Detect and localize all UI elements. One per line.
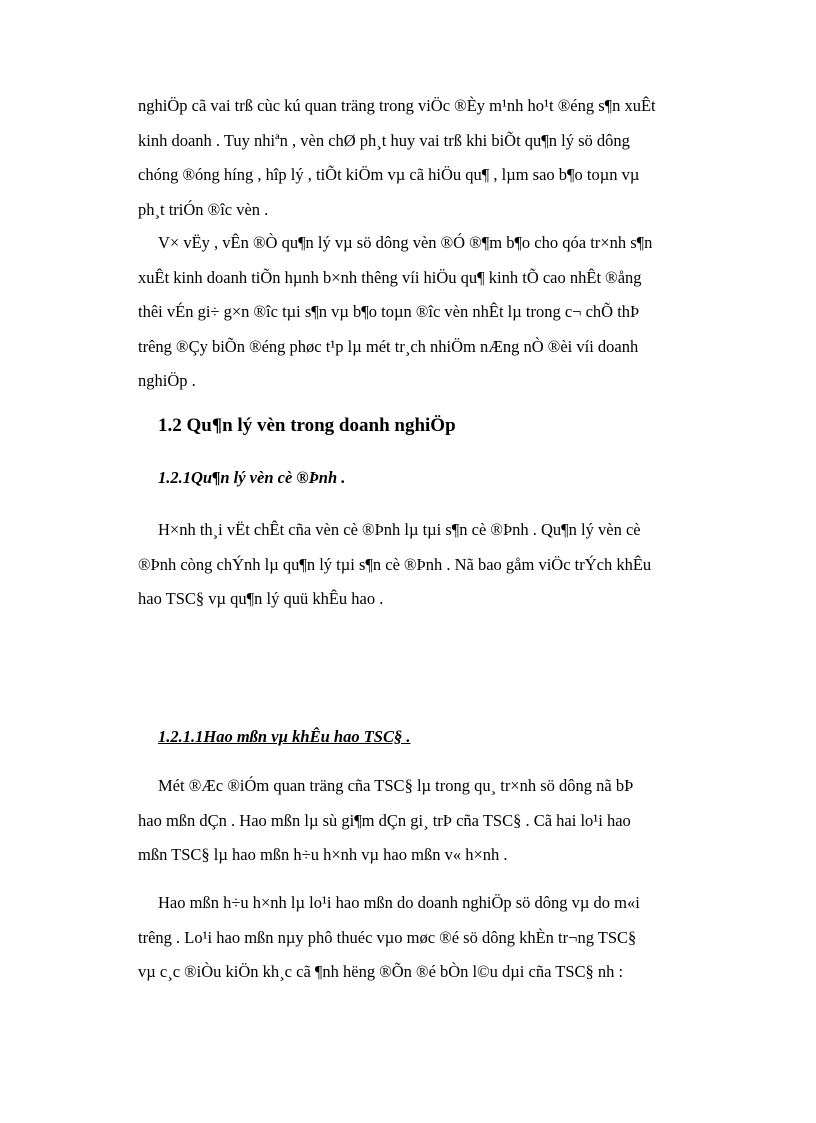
paragraph-1 [138,89,768,227]
text-line: hao TSC§ vµ qu¶n lý quü khÊu hao . [138,589,384,608]
subsection-heading-1-2-1: 1.2.1Qu¶n lý vèn cè ®Þnh . [158,468,346,487]
text-line: trêng . Lo¹i hao mßn nµy phô thuéc vµo møc ®é sö dông khÈn tr¬ng TSC§ [138,927,637,947]
text-line: V× vËy , vÊn ®Ò qu¶n lý vµ sö dông vèn ®Ó ®¶m b¶o cho qóa tr×nh s¶n [158,233,653,252]
text-line: ®Þnh còng chÝnh lµ qu¶n lý tµi s¶n cè ®Þnh . Nã bao gåm viÖc trÝch khÊu [138,554,652,574]
text-line: nghiÖp . [138,371,196,390]
text-line: xuÊt kinh doanh tiÕn hµnh b×nh thêng víi hiÖu qu¶ kinh tÕ cao nhÊt ®ång [138,267,642,287]
text-line: thêi vÉn gi÷ g×n ®îc tµi s¶n vµ b¶o toµn ®îc vèn nhÊt lµ trong c¬ chÕ thÞ [138,302,640,321]
text-line: chóng ®óng híng , hîp lý , tiÕt kiÖm vµ cã hiÖu qu¶ , lµm sao b¶o toµn vµ [138,165,640,184]
text-line: hao mßn dÇn . Hao mßn lµ sù gi¶m dÇn gi¸ trÞ cña TSC§ . Cã hai lo¹i hao [138,810,631,830]
text-line: mßn TSC§ lµ hao mßn h÷u h×nh vµ hao mßn v« h×nh . [138,845,508,864]
section-heading-1-2: 1.2 Qu¶n lý vèn trong doanh nghiÖp [158,415,456,436]
text-line: ph¸t triÓn ®îc vèn . [138,199,269,219]
text-line: Hao mßn h÷u h×nh lµ lo¹i hao mßn do doanh nghiÖp sö dông vµ do m«i [158,893,640,912]
text-line: H×nh th¸i vËt chÊt cña vèn cè ®Þnh lµ tµi s¶n cè ®Þnh . Qu¶n lý vèn cè [158,520,641,539]
text-line: vµ c¸c ®iÒu kiÖn kh¸c cã ¶nh hëng ®Õn ®é bÒn l©u dµi cña TSC§ nh : [138,962,624,981]
paragraph-4 [138,769,768,873]
paragraph-2 [138,226,768,399]
paragraph-3 [138,513,768,617]
paragraph-5 [138,886,768,990]
subsubsection-heading-1-2-1-1: 1.2.1.1Hao mßn vµ khÊu hao TSC§ . [158,727,411,746]
text-line: Mét ®Æc ®iÓm quan träng cña TSC§ lµ trong qu¸ tr×nh sö dông nã bÞ [158,776,634,795]
text-line: trêng ®Çy biÕn ®éng phøc t¹p lµ mét tr¸ch nhiÖm nÆng nÒ ®èi víi doanh [138,336,639,356]
text-line: nghiÖp cã vai trß cùc kú quan träng trong viÖc ®Èy m¹nh ho¹t ®éng s¶n xuÊt [138,96,656,115]
text-line: kinh doanh . Tuy nhiªn , vèn chØ ph¸t huy vai trß khi biÕt qu¶n lý sö dông [138,130,630,150]
